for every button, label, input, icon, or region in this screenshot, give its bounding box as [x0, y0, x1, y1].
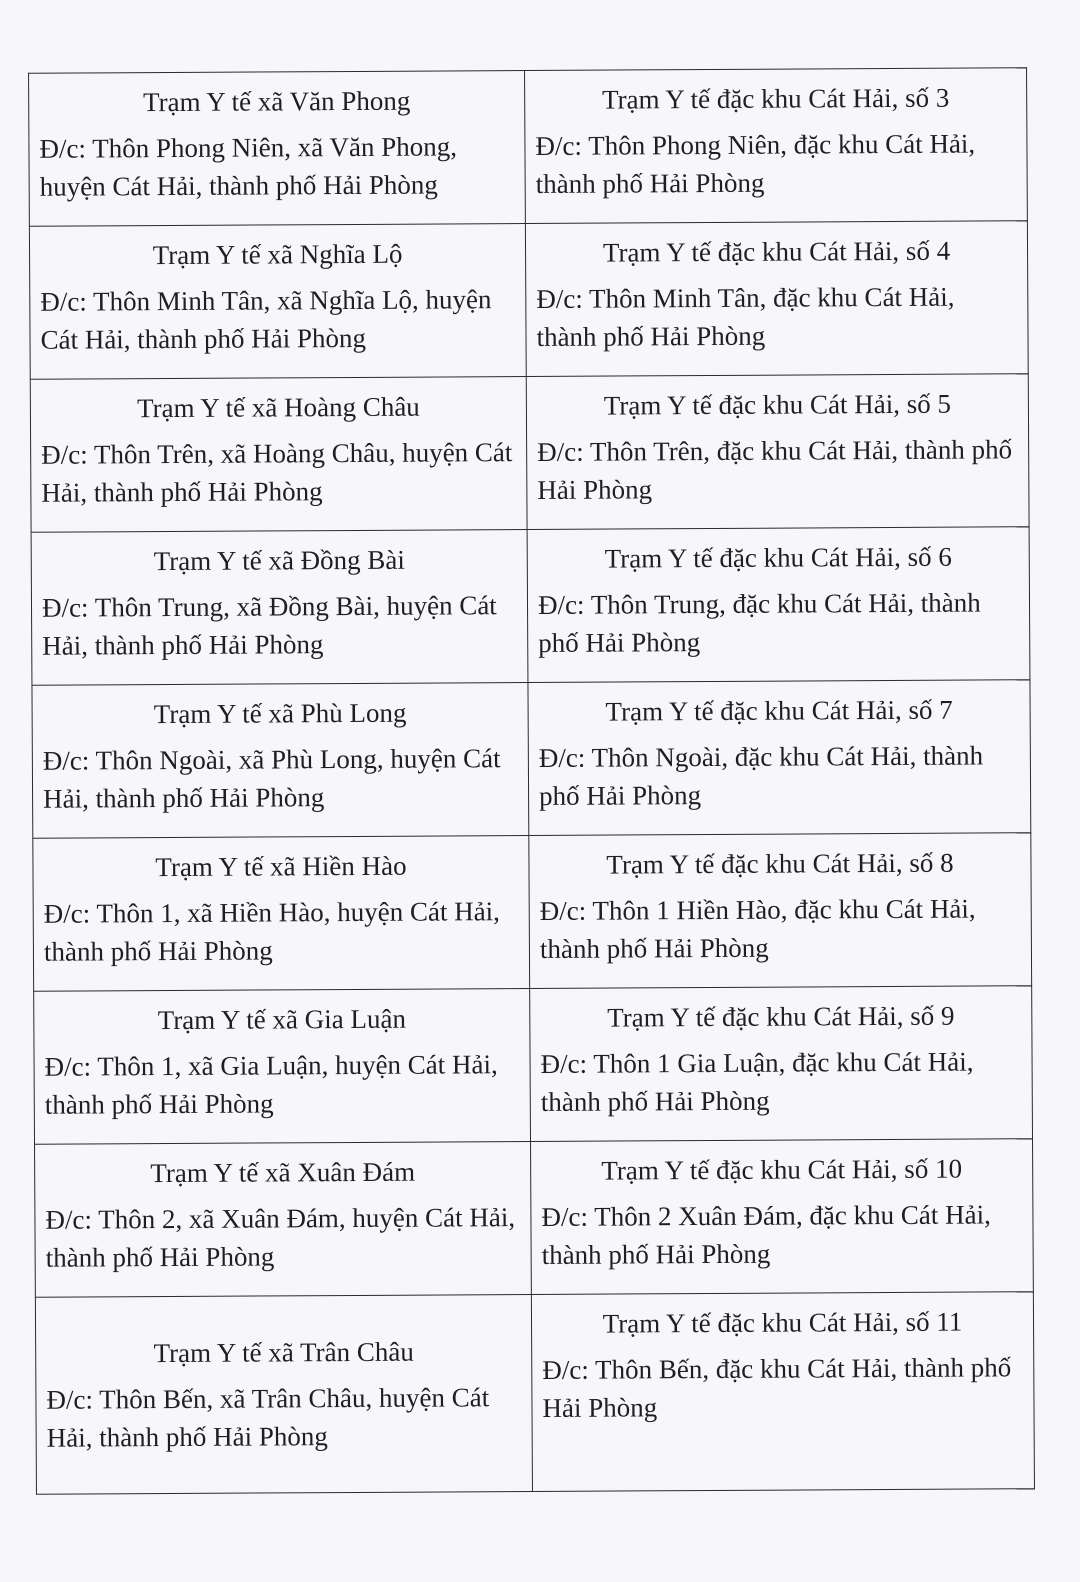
- table-row: [34, 986, 1033, 1145]
- new-station-address: Đ/c: Thôn Ngoài, đặc khu Cát Hải, thành phố Hải Phòng: [538, 740, 984, 811]
- old-station-title: Trạm Y tế xã Hiền Hào: [155, 850, 407, 883]
- new-station-title: Trạm Y tế đặc khu Cát Hải, số 10: [601, 1153, 963, 1186]
- new-station-cell: [530, 986, 1033, 1142]
- table-row: [33, 833, 1032, 992]
- old-station-title: Trạm Y tế xã Gia Luận: [157, 1003, 407, 1036]
- new-station-title: Trạm Y tế đặc khu Cát Hải, số 3: [602, 82, 950, 115]
- old-station-cell: [34, 989, 531, 1145]
- old-station-title: Trạm Y tế xã Phù Long: [153, 697, 407, 730]
- new-station-title: Trạm Y tế đặc khu Cát Hải, số 8: [606, 847, 954, 880]
- old-station-title: Trạm Y tế xã Văn Phong: [142, 85, 411, 118]
- new-station-address: Đ/c: Thôn Bến, đặc khu Cát Hải, thành phố Hải Phòng: [542, 1352, 1012, 1423]
- new-station-cell: [527, 527, 1030, 683]
- old-station-address: Đ/c: Thôn 1, xã Gia Luận, huyện Cát Hải, thành phố Hải Phòng: [44, 1049, 498, 1120]
- new-station-title: Trạm Y tế đặc khu Cát Hải, số 4: [602, 235, 951, 268]
- new-station-address: Đ/c: Thôn Minh Tân, đặc khu Cát Hải, thành phố Hải Phòng: [536, 281, 955, 352]
- new-station-title: Trạm Y tế đặc khu Cát Hải, số 6: [604, 541, 952, 574]
- new-station-address: Đ/c: Thôn 1 Gia Luận, đặc khu Cát Hải, thành phố Hải Phòng: [540, 1046, 974, 1117]
- new-station-cell: [526, 374, 1029, 530]
- old-station-cell: [31, 530, 528, 686]
- table-row: [29, 68, 1028, 227]
- table-row: [29, 221, 1028, 380]
- new-station-address: Đ/c: Thôn 2 Xuân Đám, đặc khu Cát Hải, thành phố Hải Phòng: [541, 1199, 991, 1270]
- new-station-cell: [528, 680, 1031, 836]
- old-station-address: Đ/c: Thôn 2, xã Xuân Đám, huyện Cát Hải, thành phố Hải Phòng: [45, 1202, 516, 1273]
- new-station-title: Trạm Y tế đặc khu Cát Hải, số 7: [605, 694, 953, 727]
- old-station-cell: [30, 377, 527, 533]
- table-row: [31, 527, 1030, 686]
- new-station-cell: [525, 221, 1028, 377]
- old-station-cell: [29, 224, 526, 380]
- old-station-address: Đ/c: Thôn Minh Tân, xã Nghĩa Lộ, huyện Cát Hải, thành phố Hải Phòng: [40, 284, 492, 355]
- table-row: [32, 680, 1031, 839]
- new-station-cell: [531, 1139, 1034, 1295]
- table-row: [30, 374, 1029, 533]
- old-station-address: Đ/c: Thôn Trung, xã Đồng Bài, huyện Cát Hải, thành phố Hải Phòng: [41, 590, 497, 661]
- new-station-address: Đ/c: Thôn 1 Hiền Hào, đặc khu Cát Hải, thành phố Hải Phòng: [539, 893, 976, 964]
- old-station-title: Trạm Y tế xã Xuân Đám: [150, 1156, 416, 1189]
- new-station-title: Trạm Y tế đặc khu Cát Hải, số 9: [607, 1000, 955, 1033]
- new-station-address: Đ/c: Thôn Trung, đặc khu Cát Hải, thành phố Hải Phòng: [537, 587, 981, 658]
- new-station-address: Đ/c: Thôn Phong Niên, đặc khu Cát Hải, thành phố Hải Phòng: [535, 128, 976, 199]
- old-station-address: Đ/c: Thôn Phong Niên, xã Văn Phong, huyện Cát Hải, thành phố Hải Phòng: [39, 131, 458, 202]
- new-station-cell: [529, 833, 1032, 989]
- table-row: [35, 1139, 1034, 1298]
- new-station-cell: [531, 1292, 1034, 1492]
- old-station-address: Đ/c: Thôn Trên, xã Hoàng Châu, huyện Cát Hải, thành phố Hải Phòng: [41, 437, 513, 508]
- new-station-address: Đ/c: Thôn Trên, đặc khu Cát Hải, thành phố Hải Phòng: [537, 434, 1013, 505]
- table-row: [35, 1292, 1034, 1495]
- old-station-cell: [29, 71, 526, 227]
- new-station-title: Trạm Y tế đặc khu Cát Hải, số 5: [603, 388, 952, 421]
- old-station-title: Trạm Y tế xã Hoàng Châu: [136, 391, 420, 424]
- old-station-title: Trạm Y tế xã Trân Châu: [153, 1336, 414, 1369]
- old-station-cell: [35, 1142, 532, 1298]
- health-station-table: [28, 67, 1035, 1495]
- old-station-title: Trạm Y tế xã Nghĩa Lộ: [152, 238, 403, 271]
- new-station-cell: [525, 68, 1028, 224]
- old-station-cell: [35, 1295, 532, 1495]
- old-station-title: Trạm Y tế xã Đồng Bài: [153, 544, 405, 577]
- old-station-address: Đ/c: Thôn Bến, xã Trân Châu, huyện Cát Hải, thành phố Hải Phòng: [46, 1382, 490, 1453]
- new-station-title: Trạm Y tế đặc khu Cát Hải, số 11: [602, 1306, 963, 1339]
- old-station-cell: [32, 683, 529, 839]
- old-station-address: Đ/c: Thôn Ngoài, xã Phù Long, huyện Cát Hải, thành phố Hải Phòng: [42, 743, 501, 814]
- old-station-cell: [33, 836, 530, 992]
- old-station-address: Đ/c: Thôn 1, xã Hiền Hào, huyện Cát Hải, thành phố Hải Phòng: [43, 896, 500, 967]
